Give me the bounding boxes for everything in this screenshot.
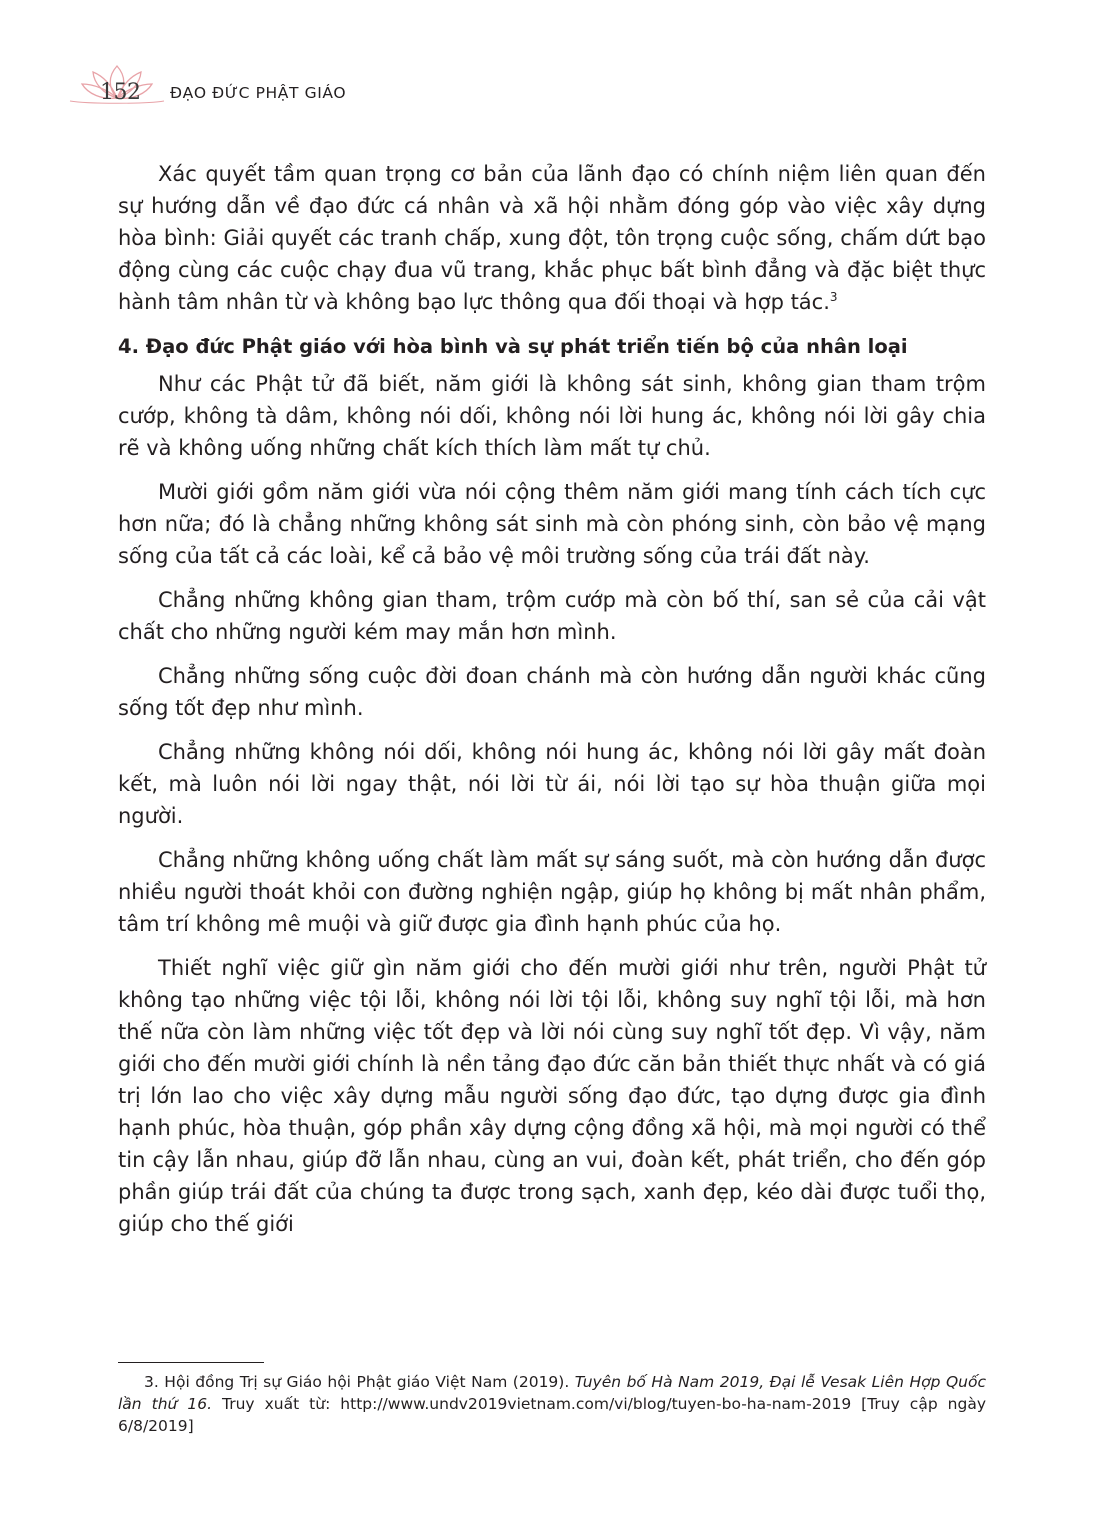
paragraph-7: Chẳng những không uống chất làm mất sự sáng suốt, mà còn hướng dẫn được nhiều người thoát khỏi con đường nghiện ngập, giúp họ không bị mất nhân phẩm, tâm trí không mê muội và giữ được gia đình hạnh phúc của họ. [118, 848, 986, 936]
paragraph-3: Mười giới gồm năm giới vừa nói cộng thêm năm giới mang tính cách tích cực hơn nữa; đó là chẳng những không sát sinh mà còn phóng sinh, còn bảo vệ mạng sống của tất cả các loài, kể cả bảo vệ môi trường sống của trái đất này. [118, 480, 986, 568]
page-number: 152 [100, 80, 141, 105]
paragraph-1-text: Xác quyết tầm quan trọng cơ bản của lãnh đạo có chính niệm liên quan đến sự hướng dẫn về đạo đức cá nhân và xã hội nhằm đóng góp vào việc xây dựng hòa bình: Giải quyết các tranh chấp, xung đột, tôn trọng cuộc sống, chấm dứt bạo động cùng các cuộc chạy đua vũ trang, khắc phục bất bình đẳng và đặc biệt thực hành tâm nhân từ và không bạo lực thông qua đối thoại và hợp tác. [118, 162, 986, 314]
footnote-ref: 3 [829, 290, 838, 304]
paragraph-6: Chẳng những không nói dối, không nói hung ác, không nói lời gây mất đoàn kết, mà luôn nói lời ngay thật, nói lời từ ái, nói lời tạo sự hòa thuận giữa mọi người. [118, 740, 986, 828]
page-header [68, 62, 468, 112]
main-content [118, 158, 986, 1252]
paragraph-2: Như các Phật tử đã biết, năm giới là không sát sinh, không gian tham trộm cướp, không tà dâm, không nói dối, không nói lời hung ác, không nói lời gây chia rẽ và không uống những chất kích thích làm mất tự chủ. [118, 372, 986, 460]
footnote [118, 1371, 986, 1437]
paragraph-8: Thiết nghĩ việc giữ gìn năm giới cho đến mười giới như trên, người Phật tử không tạo những việc tội lỗi, không nói lời tội lỗi, không suy nghĩ tội lỗi, mà hơn thế nữa còn làm những việc tốt đẹp và lời nói cùng suy nghĩ tốt đẹp. Vì vậy, năm giới cho đến mười giới chính là nền tảng đạo đức căn bản thiết thực nhất và có giá trị lớn lao cho việc xây dựng mẫu người sống đạo đức, tạo dựng được gia đình hạnh phúc, hòa thuận, góp phần xây dựng cộng đồng xã hội, mà mọi người có thể tin cậy lẫn nhau, giúp đỡ lẫn nhau, cùng an vui, đoàn kết, phát triển, cho đến góp phần giúp trái đất của chúng ta được trong sạch, xanh đẹp, kéo dài được tuổi thọ, giúp cho thế giới [118, 956, 986, 1236]
running-title: ĐẠO ĐỨC PHẬT GIÁO [170, 84, 347, 102]
paragraph-1 [118, 158, 986, 318]
footnote-divider [118, 1362, 264, 1363]
paragraph-5: Chẳng những sống cuộc đời đoan chánh mà còn hướng dẫn người khác cũng sống tốt đẹp như mình. [118, 664, 986, 720]
footnote-title: Tuyên bố Hà Nam 2019, Đại lễ Vesak Liên Hợp Quốc lần thứ 16. [118, 1373, 986, 1413]
section-heading: 4. Đạo đức Phật giáo với hòa bình và sự phát triển tiến bộ của nhân loại [118, 335, 908, 358]
footnote-lead: 3. Hội đồng Trị sự Giáo hội Phật giáo Việt Nam (2019). [144, 1373, 575, 1391]
footnote-tail: Truy xuất từ: http://www.undv2019vietnam.com/vi/blog/tuyen-bo-ha-nam-2019 [Truy cập ngày 6/8/2019] [118, 1395, 986, 1435]
paragraph-4: Chẳng những không gian tham, trộm cướp mà còn bố thí, san sẻ của cải vật chất cho những người kém may mắn hơn mình. [118, 588, 986, 644]
